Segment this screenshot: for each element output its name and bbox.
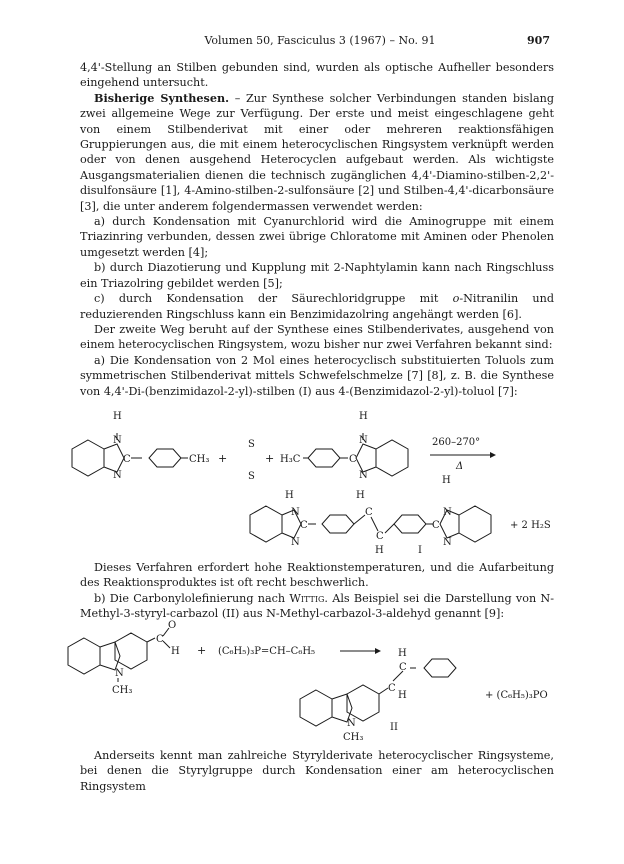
svg-text:C: C	[365, 507, 373, 518]
svg-text:O: O	[168, 620, 177, 631]
benzene-ring	[459, 506, 491, 542]
benzene-ring	[347, 685, 379, 721]
journal-reference: Volumen 50, Fasciculus 3 (1967) – No. 91	[204, 34, 436, 47]
svg-text:CH₃: CH₃	[343, 732, 364, 743]
paragraph: a) Die Kondensation von 2 Mol eines heterocyclisch substituierten Toluols zum symmetrischen Stilbenderivat mittels Schwefelschmelze [7] [8], z. B. die Synthese von 4,4'-Di-(benzimidazol-2-yl)-stilben (I) aus 4-(Benzimidazol-2-yl)-toluol [7]:	[80, 353, 554, 398]
svg-text:H: H	[375, 545, 384, 555]
svg-text:H: H	[113, 411, 122, 422]
svg-text:N: N	[359, 435, 368, 446]
svg-text:N: N	[347, 718, 356, 729]
paragraph: Bisherige Synthesen. – Zur Synthese solcher Verbindungen standen bislang zwei allgemeine Wege zur Verfügung. Der erste und meist eingeschlagene geht von einem Stilbenderivat mit einer oder mehreren reaktionsfähigen Gruppierungen aus, die mit einem heterocyclischen Ringsystem verknüpft werden oder von denen ausgehend Heterocyclen aufgebaut werden. Als wichtigste Ausgangsmaterialien dienen die technisch zugänglichen 4,4'-Diamino-stilben-2,2'-disulfonsäure [1], 4-Amino-stilben-2-sulfonsäure [2] und Stilben-4,4'-dicarbonsäure [3], die unter anderem folgendermassen verwendet werden:	[80, 90, 554, 213]
svg-text:H: H	[359, 411, 368, 422]
benzene-ring	[72, 440, 104, 476]
benzene-ring	[68, 638, 100, 674]
benzene-ring	[149, 449, 181, 467]
benzene-ring	[308, 449, 340, 467]
svg-text:H: H	[171, 646, 180, 657]
svg-text:C: C	[399, 662, 407, 673]
svg-text:CH₃: CH₃	[189, 454, 210, 465]
svg-text:H: H	[356, 490, 365, 501]
paragraph: b) Die Carbonylolefinierung nach Wittig. Als Beispiel sei die Darstellung von N-Methyl-3-styryl-carbazol (II) aus N-Methyl-carbazol-3-aldehyd genannt [9]:	[80, 591, 554, 621]
svg-text:N: N	[443, 507, 452, 518]
imidazole-ring	[104, 444, 124, 472]
svg-text:+: +	[265, 452, 275, 465]
benzene-ring	[300, 690, 332, 726]
reaction-scheme-2	[60, 618, 580, 743]
benzene-ring	[424, 659, 456, 677]
svg-text:C: C	[300, 520, 308, 531]
svg-text:S: S	[248, 471, 255, 482]
benzene-ring	[115, 633, 147, 669]
paragraph: b) durch Diazotierung und Kupplung mit 2-Naphtylamin kann nach Ringschluss ein Triazolring gebildet werden [5];	[80, 261, 554, 290]
reaction-scheme-1	[60, 405, 580, 555]
svg-text:N: N	[443, 537, 452, 548]
svg-text:+ (C₆H₅)₃PO: + (C₆H₅)₃PO	[485, 690, 548, 701]
svg-text:C: C	[156, 634, 164, 645]
svg-text:N: N	[359, 470, 368, 481]
svg-text:CH₃: CH₃	[112, 685, 133, 696]
svg-text:Δ: Δ	[456, 461, 464, 472]
svg-text:C: C	[123, 454, 131, 465]
svg-text:I: I	[418, 545, 422, 555]
svg-text:N: N	[113, 470, 122, 481]
svg-text:+: +	[197, 644, 207, 657]
paragraph: Dieses Verfahren erfordert hohe Reaktionstemperaturen, und die Aufarbeitung des Reaktionsproduktes ist oft recht beschwerlich.	[80, 561, 554, 590]
svg-text:N: N	[115, 668, 124, 679]
paragraph: c) durch Kondensation der Säurechloridgruppe mit o-Nitranilin und reduzierenden Ringschluss kann ein Benzimidazolring angehängt werden [6].	[80, 292, 554, 321]
svg-text:C: C	[376, 531, 384, 542]
svg-text:(C₆H₅)₃P=CH–C₆H₅: (C₆H₅)₃P=CH–C₆H₅	[218, 646, 316, 657]
svg-text:C: C	[432, 520, 440, 531]
paragraph: Anderseits kennt man zahlreiche Styrylderivate heterocyclischer Ringsysteme, bei denen die Styrylgruppe durch Kondensation einer am heterocyclischen Ringsystem	[80, 749, 554, 793]
text-block-top	[80, 60, 554, 399]
benzene-ring	[394, 515, 426, 533]
svg-text:II: II	[390, 722, 398, 733]
pyrrole-ring	[100, 642, 120, 670]
paragraph: 4,4'-Stellung an Stilben gebunden sind, wurden als optische Aufheller besonders eingehend untersucht.	[80, 61, 554, 90]
svg-text:N: N	[291, 537, 300, 548]
text-block-middle	[80, 560, 554, 622]
paragraph: a) durch Kondensation mit Cyanurchlorid wird die Aminogruppe mit einem Triazinring verbunden, dessen zwei übrige Chloratome mit Aminen oder Phenolen umgesetzt werden [4];	[80, 215, 554, 259]
svg-text:S: S	[248, 439, 255, 450]
svg-text:H: H	[442, 475, 451, 486]
benzene-ring	[322, 515, 354, 533]
svg-text:N: N	[113, 435, 122, 446]
svg-text:H: H	[398, 648, 407, 659]
svg-text:H: H	[285, 490, 294, 501]
svg-text:+: +	[218, 452, 228, 465]
svg-text:C: C	[388, 683, 396, 694]
svg-text:C: C	[349, 454, 357, 465]
paragraph: Der zweite Weg beruht auf der Synthese eines Stilbenderivates, ausgehend von einem heterocyclischen Ringsystem, wozu bisher nur zwei Verfahren bekannt sind:	[80, 322, 554, 352]
svg-text:+ 2 H₂S: + 2 H₂S	[510, 520, 551, 531]
svg-text:N: N	[291, 507, 300, 518]
svg-text:H₃C: H₃C	[280, 454, 301, 465]
page-number: 907	[527, 34, 550, 47]
imidazole-ring	[356, 444, 376, 472]
svg-text:260–270°: 260–270°	[432, 437, 481, 448]
benzene-ring	[376, 440, 408, 476]
svg-text:H: H	[398, 690, 407, 701]
section-heading: Bisherige Synthesen.	[94, 90, 229, 105]
text-block-bottom	[80, 748, 554, 794]
benzene-ring	[250, 506, 282, 542]
